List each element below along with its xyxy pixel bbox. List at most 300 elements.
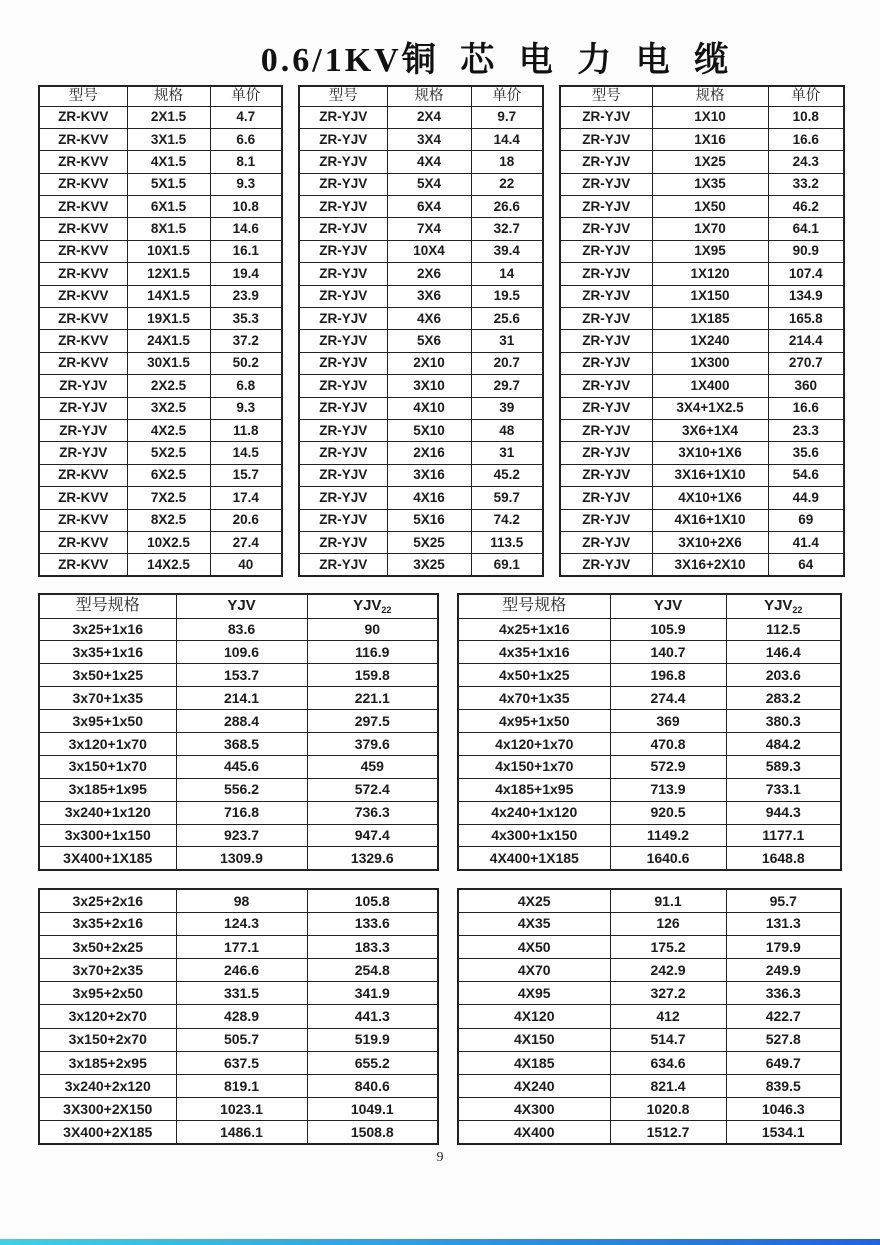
table-cell: 947.4 xyxy=(307,824,438,847)
table-cell: 428.9 xyxy=(176,1005,307,1028)
table-cell: ZR-YJV xyxy=(560,487,652,509)
table-cell: 840.6 xyxy=(307,1075,438,1098)
table-row xyxy=(39,618,438,641)
table-cell: 5X10 xyxy=(387,419,471,441)
table-cell: ZR-KVV xyxy=(39,330,127,352)
table-cell: 4X50 xyxy=(458,935,610,958)
table-cell: 368.5 xyxy=(176,732,307,755)
table-cell: ZR-YJV xyxy=(560,285,652,307)
price-table-1 xyxy=(38,85,283,577)
table-cell: 716.8 xyxy=(176,801,307,824)
page-title: 0.6/1KV铜 芯 电 力 电 缆 xyxy=(260,42,732,79)
table-cell: 91.1 xyxy=(610,889,726,912)
table-cell: 572.9 xyxy=(610,755,726,778)
yjv-tables-bottom-section xyxy=(38,888,842,1145)
table-cell: 572.4 xyxy=(307,778,438,801)
table-cell: ZR-KVV xyxy=(39,106,127,128)
table-cell: 40 xyxy=(210,554,282,576)
table-cell: 107.4 xyxy=(768,263,844,285)
table-cell: 1534.1 xyxy=(726,1121,841,1144)
table-cell: 183.3 xyxy=(307,935,438,958)
table-cell: 637.5 xyxy=(176,1051,307,1074)
table-cell: 4X400 xyxy=(458,1121,610,1144)
table-cell: 327.2 xyxy=(610,982,726,1005)
table-cell: 3x50+1x25 xyxy=(39,664,176,687)
table-cell: 116.9 xyxy=(307,641,438,664)
table-cell: 288.4 xyxy=(176,710,307,733)
table-cell: 3X10 xyxy=(387,375,471,397)
table-cell: 4X95 xyxy=(458,982,610,1005)
table-cell: 5X1.5 xyxy=(127,173,210,195)
table-cell: 3X25 xyxy=(387,554,471,576)
table-cell: 32.7 xyxy=(471,218,543,240)
table-header-row xyxy=(458,594,841,618)
table-row xyxy=(458,1051,841,1074)
table-row xyxy=(39,308,282,330)
table-row xyxy=(458,824,841,847)
table-cell: 24.3 xyxy=(768,151,844,173)
table-cell: 3X400+2X185 xyxy=(39,1121,176,1144)
yjv-table-top-right xyxy=(457,593,842,871)
table-cell: 484.2 xyxy=(726,732,841,755)
table-cell: 134.9 xyxy=(768,285,844,307)
table-row xyxy=(39,173,282,195)
table-cell: 297.5 xyxy=(307,710,438,733)
table-cell: 589.3 xyxy=(726,755,841,778)
table-row xyxy=(560,397,844,419)
header-price: 单价 xyxy=(210,86,282,106)
table-cell: 8X1.5 xyxy=(127,218,210,240)
table-cell: 19.4 xyxy=(210,263,282,285)
table-cell: 95.7 xyxy=(726,889,841,912)
table-row xyxy=(458,935,841,958)
table-row xyxy=(39,847,438,870)
table-row xyxy=(39,263,282,285)
table-row xyxy=(458,641,841,664)
table-cell: 131.3 xyxy=(726,912,841,935)
table-cell: ZR-KVV xyxy=(39,464,127,486)
table-cell: 11.8 xyxy=(210,419,282,441)
table-row xyxy=(299,487,543,509)
table-cell: 4X120 xyxy=(458,1005,610,1028)
table-cell: 30X1.5 xyxy=(127,352,210,374)
table-cell: 9.3 xyxy=(210,173,282,195)
table-cell: 379.6 xyxy=(307,732,438,755)
table-cell: 1049.1 xyxy=(307,1098,438,1121)
yjv-table-bottom-left xyxy=(38,888,439,1145)
header-spec: 规格 xyxy=(127,86,210,106)
table-cell: 14.6 xyxy=(210,218,282,240)
table-cell: ZR-YJV xyxy=(560,375,652,397)
table-cell: 16.1 xyxy=(210,240,282,262)
table-cell: 3x25+2x16 xyxy=(39,889,176,912)
table-cell: 7X4 xyxy=(387,218,471,240)
table-cell: 153.7 xyxy=(176,664,307,687)
table-cell: ZR-YJV xyxy=(299,397,387,419)
table-row xyxy=(39,1005,438,1028)
table-cell: 19.5 xyxy=(471,285,543,307)
yjv-table-bottom-right xyxy=(457,888,842,1145)
table-cell: 3X4+1X2.5 xyxy=(652,397,768,419)
table-cell: 3x300+1x150 xyxy=(39,824,176,847)
table-cell: 22 xyxy=(471,173,543,195)
table-row xyxy=(560,464,844,486)
table-cell: 422.7 xyxy=(726,1005,841,1028)
table-cell: 83.6 xyxy=(176,618,307,641)
table-cell: ZR-YJV xyxy=(299,442,387,464)
table-cell: ZR-YJV xyxy=(299,240,387,262)
table-cell: 4X35 xyxy=(458,912,610,935)
table-cell: 4X300 xyxy=(458,1098,610,1121)
table-cell: 1486.1 xyxy=(176,1121,307,1144)
table-cell: ZR-YJV xyxy=(560,308,652,330)
table-cell: 634.6 xyxy=(610,1051,726,1074)
table-cell: 2X1.5 xyxy=(127,106,210,128)
table-row xyxy=(458,618,841,641)
table-cell: ZR-YJV xyxy=(560,531,652,553)
table-cell: ZR-KVV xyxy=(39,285,127,307)
table-cell: ZR-YJV xyxy=(299,419,387,441)
table-cell: 556.2 xyxy=(176,778,307,801)
table-cell: 1046.3 xyxy=(726,1098,841,1121)
table-cell: 3X300+2X150 xyxy=(39,1098,176,1121)
table-cell: 37.2 xyxy=(210,330,282,352)
table-cell: 1X50 xyxy=(652,196,768,218)
table-cell: 112.5 xyxy=(726,618,841,641)
table-row xyxy=(39,755,438,778)
table-row xyxy=(299,106,543,128)
table-row xyxy=(299,352,543,374)
table-cell: 1X185 xyxy=(652,308,768,330)
table-cell: 124.3 xyxy=(176,912,307,935)
table-row xyxy=(458,847,841,870)
table-cell: 64 xyxy=(768,554,844,576)
price-tables-section xyxy=(38,85,845,577)
table-row xyxy=(299,128,543,150)
table-cell: 283.2 xyxy=(726,687,841,710)
table-cell: 4X2.5 xyxy=(127,419,210,441)
table-row xyxy=(39,509,282,531)
table-cell: 105.9 xyxy=(610,618,726,641)
table-cell: 445.6 xyxy=(176,755,307,778)
table-cell: 109.6 xyxy=(176,641,307,664)
table-cell: 7X2.5 xyxy=(127,487,210,509)
table-cell: ZR-KVV xyxy=(39,554,127,576)
table-cell: 64.1 xyxy=(768,218,844,240)
table-cell: 1X16 xyxy=(652,128,768,150)
table-cell: 46.2 xyxy=(768,196,844,218)
table-row xyxy=(560,487,844,509)
table-cell: 733.1 xyxy=(726,778,841,801)
table-cell: 2X6 xyxy=(387,263,471,285)
table-cell: 3X400+1X185 xyxy=(39,847,176,870)
table-cell: 655.2 xyxy=(307,1051,438,1074)
table-row xyxy=(39,1028,438,1051)
table-cell: 1X25 xyxy=(652,151,768,173)
table-cell: ZR-YJV xyxy=(299,509,387,531)
table-cell: 50.2 xyxy=(210,352,282,374)
table-cell: 4X10 xyxy=(387,397,471,419)
table-row xyxy=(39,889,438,912)
table-cell: 923.7 xyxy=(176,824,307,847)
table-cell: 3x150+1x70 xyxy=(39,755,176,778)
table-cell: ZR-YJV xyxy=(560,218,652,240)
table-row xyxy=(560,218,844,240)
table-cell: 98 xyxy=(176,889,307,912)
table-row xyxy=(458,1028,841,1051)
table-row xyxy=(299,330,543,352)
table-cell: 459 xyxy=(307,755,438,778)
header-yjv22: $YJV_{22}$ xyxy=(307,594,438,618)
table-cell: 54.6 xyxy=(768,464,844,486)
table-cell: 12X1.5 xyxy=(127,263,210,285)
table-cell: 514.7 xyxy=(610,1028,726,1051)
table-cell: 165.8 xyxy=(768,308,844,330)
table-row xyxy=(39,419,282,441)
table-row xyxy=(299,151,543,173)
table-cell: 1508.8 xyxy=(307,1121,438,1144)
table-cell: ZR-YJV xyxy=(560,263,652,285)
table-cell: 4x120+1x70 xyxy=(458,732,610,755)
table-cell: 45.2 xyxy=(471,464,543,486)
table-cell: ZR-YJV xyxy=(39,375,127,397)
table-cell: 196.8 xyxy=(610,664,726,687)
table-row xyxy=(39,487,282,509)
table-row xyxy=(39,959,438,982)
table-cell: 5X25 xyxy=(387,531,471,553)
table-cell: 14 xyxy=(471,263,543,285)
table-cell: 1X120 xyxy=(652,263,768,285)
table-cell: 3x95+2x50 xyxy=(39,982,176,1005)
table-cell: 10X2.5 xyxy=(127,531,210,553)
table-cell: 146.4 xyxy=(726,641,841,664)
table-cell: 3X16+2X10 xyxy=(652,554,768,576)
table-cell: 4x240+1x120 xyxy=(458,801,610,824)
table-header-row xyxy=(39,86,282,106)
table-cell: ZR-YJV xyxy=(560,106,652,128)
price-table-2 xyxy=(298,85,544,577)
table-row xyxy=(39,641,438,664)
table-row xyxy=(458,778,841,801)
page-number: 9 xyxy=(436,1150,444,1165)
table-cell: 736.3 xyxy=(307,801,438,824)
table-cell: 1177.1 xyxy=(726,824,841,847)
table-cell: 505.7 xyxy=(176,1028,307,1051)
table-cell: 14.5 xyxy=(210,442,282,464)
table-row xyxy=(560,240,844,262)
table-row xyxy=(560,442,844,464)
table-row xyxy=(299,397,543,419)
table-cell: 1X400 xyxy=(652,375,768,397)
table-cell: 29.7 xyxy=(471,375,543,397)
table-row xyxy=(299,531,543,553)
table-cell: 41.4 xyxy=(768,531,844,553)
table-cell: 69.1 xyxy=(471,554,543,576)
table-cell: 4X1.5 xyxy=(127,151,210,173)
table-cell: 4x185+1x95 xyxy=(458,778,610,801)
table-cell: ZR-KVV xyxy=(39,173,127,195)
table-cell: 1X300 xyxy=(652,352,768,374)
table-row xyxy=(560,263,844,285)
table-row xyxy=(39,151,282,173)
table-cell: 19X1.5 xyxy=(127,308,210,330)
table-cell: ZR-YJV xyxy=(560,128,652,150)
header-spec: 规格 xyxy=(387,86,471,106)
table-cell: 3x95+1x50 xyxy=(39,710,176,733)
table-cell: 1X95 xyxy=(652,240,768,262)
table-cell: 18 xyxy=(471,151,543,173)
table-row xyxy=(39,285,282,307)
table-cell: 26.6 xyxy=(471,196,543,218)
table-cell: 3x120+2x70 xyxy=(39,1005,176,1028)
table-cell: 5X4 xyxy=(387,173,471,195)
table-cell: 9.7 xyxy=(471,106,543,128)
table-cell: ZR-KVV xyxy=(39,352,127,374)
table-cell: 4X185 xyxy=(458,1051,610,1074)
bottom-accent-bar xyxy=(0,1239,880,1245)
header-price: 单价 xyxy=(768,86,844,106)
table-cell: 369 xyxy=(610,710,726,733)
table-row xyxy=(458,1005,841,1028)
table-cell: 3x240+1x120 xyxy=(39,801,176,824)
table-row xyxy=(39,531,282,553)
table-cell: ZR-YJV xyxy=(39,419,127,441)
table-row xyxy=(39,710,438,733)
table-cell: ZR-KVV xyxy=(39,487,127,509)
table-cell: 1020.8 xyxy=(610,1098,726,1121)
table-cell: 360 xyxy=(768,375,844,397)
table-cell: 35.3 xyxy=(210,308,282,330)
table-row xyxy=(458,912,841,935)
table-cell: 839.5 xyxy=(726,1075,841,1098)
table-cell: 3x70+2x35 xyxy=(39,959,176,982)
table-row xyxy=(560,106,844,128)
table-cell: 4x95+1x50 xyxy=(458,710,610,733)
table-row xyxy=(458,710,841,733)
table-cell: 16.6 xyxy=(768,128,844,150)
table-cell: 105.8 xyxy=(307,889,438,912)
table-row xyxy=(560,531,844,553)
table-cell: ZR-YJV xyxy=(560,442,652,464)
table-row xyxy=(39,397,282,419)
table-cell: 23.3 xyxy=(768,419,844,441)
table-cell: 3X10+1X6 xyxy=(652,442,768,464)
header-model: 型号 xyxy=(560,86,652,106)
header-model-spec: 型号规格 xyxy=(458,594,610,618)
table-cell: 1X10 xyxy=(652,106,768,128)
table-cell: 3X2.5 xyxy=(127,397,210,419)
table-header-row xyxy=(299,86,543,106)
table-cell: ZR-KVV xyxy=(39,509,127,531)
table-cell: 14.4 xyxy=(471,128,543,150)
table-cell: 23.9 xyxy=(210,285,282,307)
table-cell: 6X1.5 xyxy=(127,196,210,218)
table-row xyxy=(458,664,841,687)
table-cell: 8X2.5 xyxy=(127,509,210,531)
table-row xyxy=(39,1051,438,1074)
table-row xyxy=(458,959,841,982)
table-cell: 470.8 xyxy=(610,732,726,755)
table-cell: 944.3 xyxy=(726,801,841,824)
table-cell: 15.7 xyxy=(210,464,282,486)
table-cell: ZR-YJV xyxy=(299,531,387,553)
table-cell: 3x240+2x120 xyxy=(39,1075,176,1098)
table-cell: 920.5 xyxy=(610,801,726,824)
table-row xyxy=(560,128,844,150)
table-cell: ZR-YJV xyxy=(299,151,387,173)
table-cell: 3X10+2X6 xyxy=(652,531,768,553)
table-cell: 3X4 xyxy=(387,128,471,150)
table-cell: 8.1 xyxy=(210,151,282,173)
table-cell: 4X10+1X6 xyxy=(652,487,768,509)
table-row xyxy=(39,196,282,218)
table-cell: 819.1 xyxy=(176,1075,307,1098)
table-cell: 35.6 xyxy=(768,442,844,464)
table-row xyxy=(39,912,438,935)
table-row xyxy=(299,554,543,576)
table-row xyxy=(458,732,841,755)
table-cell: ZR-YJV xyxy=(299,106,387,128)
table-cell: 2X10 xyxy=(387,352,471,374)
table-row xyxy=(39,442,282,464)
table-row xyxy=(458,982,841,1005)
table-row xyxy=(560,151,844,173)
table-cell: ZR-YJV xyxy=(299,263,387,285)
table-cell: 336.3 xyxy=(726,982,841,1005)
table-cell: 3X1.5 xyxy=(127,128,210,150)
table-cell: 4x35+1x16 xyxy=(458,641,610,664)
table-cell: 341.9 xyxy=(307,982,438,1005)
table-cell: 3x150+2x70 xyxy=(39,1028,176,1051)
table-row xyxy=(458,1075,841,1098)
table-cell: ZR-YJV xyxy=(560,173,652,195)
table-cell: 33.2 xyxy=(768,173,844,195)
table-row xyxy=(560,419,844,441)
table-cell: 1X150 xyxy=(652,285,768,307)
table-cell: ZR-YJV xyxy=(299,330,387,352)
table-cell: 1512.7 xyxy=(610,1121,726,1144)
table-cell: 4X70 xyxy=(458,959,610,982)
table-cell: 14X1.5 xyxy=(127,285,210,307)
table-cell: 1X240 xyxy=(652,330,768,352)
table-row xyxy=(299,509,543,531)
table-cell: 3x185+1x95 xyxy=(39,778,176,801)
header-yjv: YJV xyxy=(176,594,307,618)
table-cell: 4x300+1x150 xyxy=(458,824,610,847)
table-row xyxy=(458,687,841,710)
table-row xyxy=(560,173,844,195)
table-cell: ZR-YJV xyxy=(299,173,387,195)
table-cell: 133.6 xyxy=(307,912,438,935)
table-cell: ZR-YJV xyxy=(560,554,652,576)
header-price: 单价 xyxy=(471,86,543,106)
table-cell: 2X2.5 xyxy=(127,375,210,397)
table-cell: 274.4 xyxy=(610,687,726,710)
table-cell: ZR-YJV xyxy=(560,352,652,374)
table-row xyxy=(39,824,438,847)
table-row xyxy=(39,664,438,687)
table-cell: 203.6 xyxy=(726,664,841,687)
table-cell: 4X240 xyxy=(458,1075,610,1098)
table-cell: 4X400+1X185 xyxy=(458,847,610,870)
table-row xyxy=(299,263,543,285)
table-row xyxy=(39,732,438,755)
table-cell: 6.8 xyxy=(210,375,282,397)
table-cell: 5X2.5 xyxy=(127,442,210,464)
table-row xyxy=(39,554,282,576)
table-cell: 4X4 xyxy=(387,151,471,173)
yjv-tables-top-section xyxy=(38,593,842,871)
